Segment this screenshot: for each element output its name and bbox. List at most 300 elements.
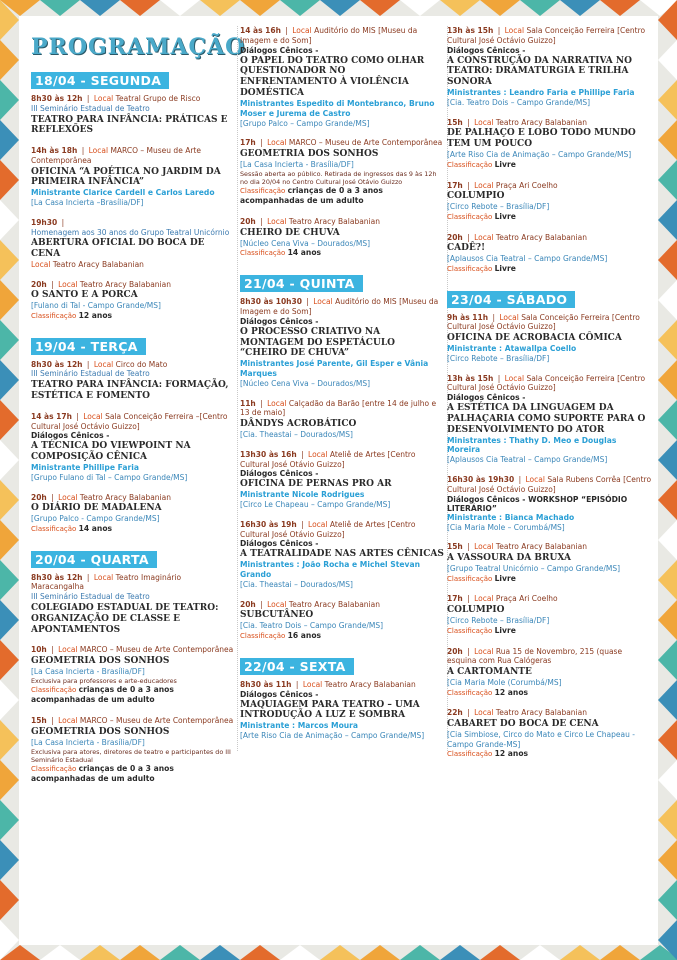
local-label: Local: [474, 117, 494, 127]
event-time: 14 às 17h: [31, 411, 72, 421]
event-classification: [31, 685, 236, 707]
separator: |: [516, 475, 524, 485]
event-item: [447, 708, 652, 760]
classification-label: Classificação: [447, 750, 493, 759]
event-time-location: [240, 680, 445, 690]
event-place: Ateliê de Artes [Centro Cultural José Otávio Guizzo]: [240, 449, 416, 469]
event-time-location: [240, 399, 445, 419]
event-item: [31, 360, 236, 402]
event-place: Rua 15 de Novembro, 215 (quase esquina com Rua Calógeras: [447, 646, 623, 666]
event-time-location: [447, 26, 652, 46]
local-label: Local: [474, 646, 494, 656]
event-place: Circo do Mato: [115, 359, 168, 369]
local-label: Local: [58, 279, 78, 289]
event-time: 13h30 às 16h: [240, 449, 297, 459]
event-item: [447, 594, 652, 636]
local-label: Local: [93, 572, 114, 582]
classification-label: Classificação: [447, 626, 493, 635]
event-item: [447, 374, 652, 465]
event-place: Praça Ari Coelho: [495, 180, 558, 190]
event-place: Teatro Aracy Balabanian: [495, 708, 587, 718]
day-header: 23/04 - SÁBADO: [447, 291, 575, 308]
event-title: OFICINA DE ACROBACIA CÔMICA: [447, 333, 622, 344]
event-time-location: [240, 217, 445, 227]
event-classification: [31, 764, 236, 786]
page-title: PROGRAMAÇÃO: [31, 34, 246, 60]
dialogos-label: Diálogos Cênicos -: [447, 45, 526, 55]
event-item: [240, 680, 445, 741]
event-group: [La Casa Incierta - Brasília/DF]: [31, 737, 145, 747]
classification-label: Classificação: [447, 688, 493, 697]
event-place: Teatro Aracy Balabanian: [495, 232, 587, 242]
event-group: [Arte Riso Cia de Animação – Campo Grande/MS]: [240, 731, 425, 741]
classification-label: Classificação: [31, 524, 77, 533]
event-group: [Aplausos Cia Teatral – Campo Grande/MS]: [447, 455, 608, 465]
event-group: [La Casa Incierta –Brasília/DF]: [31, 198, 144, 208]
separator: |: [495, 26, 503, 35]
separator: |: [257, 398, 266, 408]
event-time: 20h: [31, 492, 47, 502]
event-item: [447, 647, 652, 699]
event-title: CADÊ?!: [447, 243, 486, 254]
event-time-location: [447, 647, 652, 667]
event-place: Teatro Aracy Balabanian: [288, 599, 380, 609]
event-subtitle: III Seminário Estadual de Teatro: [31, 103, 150, 113]
event-classification: [447, 264, 652, 275]
separator: |: [464, 117, 473, 127]
event-ministrante: Ministrantes : João Rocha e Michel Stevan Grando: [240, 560, 420, 580]
event-group: [Arte Riso Cia de Animação – Campo Grande/MS]: [447, 149, 632, 159]
event-time-location: [31, 716, 236, 726]
local-label: Local: [474, 708, 494, 718]
separator: |: [303, 297, 312, 307]
event-group: [La Casa Incierta - Brasília/DF]: [31, 666, 145, 676]
local-label: Local: [93, 359, 114, 369]
event-title: TEATRO PARA INFÂNCIA: FORMAÇÃO, ESTÉTICA E FOMENTO: [31, 380, 229, 402]
event-item: [31, 412, 236, 483]
event-classification: [447, 749, 652, 760]
dialogos-label: Diálogos Cênicos -: [240, 539, 319, 549]
event-item: [447, 475, 652, 532]
event-group: [Cia Maria Mole (Corumbá/MS]: [447, 677, 562, 687]
event-place: Sala Conceição Ferreira [Centro Cultural José Octávio Guizzo]: [447, 373, 646, 393]
local-label: Local: [313, 297, 333, 307]
event-ministrante: Ministrantes José Parente, Gil Esper e Vânia Marques: [240, 359, 429, 379]
event-title: A CARTOMANTE: [447, 667, 532, 678]
event-classification: [240, 631, 445, 642]
dialogos-label: Diálogos Cênicos -: [240, 469, 319, 479]
event-item: [31, 280, 236, 322]
event-title: COLUMPIO: [447, 605, 505, 616]
local-label: Local: [525, 475, 545, 485]
event-group: [La Casa Incierta - Brasília/DF]: [240, 159, 354, 169]
dialogos-label: Diálogos Cênicos -: [240, 689, 319, 699]
separator: |: [298, 519, 307, 529]
local-label: Local: [308, 519, 328, 529]
event-time-location: [447, 708, 652, 718]
event-time: 20h: [447, 232, 463, 242]
event-group: [Circo Rebote – Brasília/DF]: [447, 202, 550, 212]
event-time-location: [447, 118, 652, 128]
event-item: [447, 233, 652, 275]
event-time: 8h30 às 12h: [31, 359, 83, 369]
classification-value: Livre: [494, 573, 516, 583]
event-time: 20h: [447, 646, 463, 656]
event-subtitle: III Seminário Estadual de Teatro: [31, 592, 150, 602]
event-classification: [447, 688, 652, 699]
event-ministrante: Ministrante : Marcos Moura: [240, 721, 359, 731]
event-title: A VASSOURA DA BRUXA: [447, 553, 571, 564]
local-label: Local: [474, 232, 494, 242]
local-label: Local: [267, 599, 287, 609]
event-group: [Cia. Theastai – Dourados/MS]: [240, 579, 353, 589]
event-title: A ESTÉTICA DA LINGUAGEM DA PALHAÇARIA COMO SUPORTE PARA O DESENVOLVIMENTO DO ATOR: [447, 403, 646, 435]
separator: |: [282, 26, 291, 35]
event-item: [31, 716, 236, 785]
separator: |: [73, 411, 82, 421]
event-time-location: [240, 297, 445, 317]
event-time: 9h às 11h: [447, 312, 489, 322]
event-time-location: [240, 138, 445, 148]
event-classification: [31, 524, 236, 535]
separator: |: [48, 279, 57, 289]
local-label: Local: [267, 138, 287, 148]
column-3: [447, 26, 652, 770]
event-item: [240, 399, 445, 440]
event-time: 14 às 16h: [240, 26, 281, 35]
separator: |: [464, 232, 473, 242]
event-place: Teatro Aracy Balabanian: [52, 259, 144, 269]
event-classification: [31, 311, 236, 322]
event-group: [Cia Maria Mole – Corumbá/MS]: [447, 522, 565, 532]
event-time: 17h: [447, 180, 463, 190]
classification-value: crianças de 0 a 3 anos acompanhadas de um adulto: [31, 763, 174, 784]
event-place: Auditório do MIS [Museu da Imagem e do Som]: [240, 297, 439, 316]
classification-value: 14 anos: [287, 248, 322, 258]
event-title: TEATRO PARA INFÂNCIA: PRÁTICAS E REFLEXÕES: [31, 114, 228, 136]
classification-label: Classificação: [447, 212, 493, 221]
event-time-location: [240, 26, 445, 46]
separator: |: [464, 646, 473, 656]
event-classification: [447, 160, 652, 171]
event-time: 16h30 às 19h: [240, 519, 297, 529]
event-time: 8h30 às 12h: [31, 572, 83, 582]
event-time-location: [31, 645, 236, 655]
event-time: 22h: [447, 708, 463, 718]
event-place: Teatro Aracy Balabanian: [495, 117, 587, 127]
separator: |: [464, 542, 473, 552]
event-group: [Circo Rebote – Brasília/DF]: [447, 353, 550, 363]
event-item: [31, 493, 236, 535]
event-title: O PROCESSO CRIATIVO NA MONTAGEM DO ESPETÁCULO “CHEIRO DE CHUVA”: [240, 326, 395, 359]
local-label: Local: [308, 449, 328, 459]
event-subtitle: Homenagem aos 30 anos do Grupo Teatral Unicórnio: [31, 227, 230, 237]
event-time-location: [447, 475, 652, 495]
event-note: Exclusiva para professores e arte-educadores: [31, 676, 177, 685]
event-item: [31, 94, 236, 136]
local-label: Local: [474, 542, 494, 552]
event-place: MARCO – Museu de Arte Contemporânea: [79, 716, 234, 726]
event-group: [Cia. Theastai – Dourados/MS]: [240, 430, 353, 440]
classification-value: Livre: [494, 211, 516, 221]
event-time: 8h30 às 10h30: [240, 297, 302, 307]
event-ministrante: Ministrantes : Thathy D. Meo e Douglas Moreira: [447, 435, 617, 455]
day-header: 19/04 - TERÇA: [31, 338, 146, 355]
event-title: O DIÁRIO DE MADALENA: [31, 503, 162, 514]
event-note: Sessão aberta ao público. Retirada de ingressos das 9 às 12h no dia 20/04 no Centro Cultural José Otávio Guizzo: [240, 169, 437, 186]
classification-value: 12 anos: [494, 749, 529, 759]
dialogos-label: Diálogos Cênicos -: [447, 393, 526, 403]
event-title: CABARET DO BOCA DE CENA: [447, 719, 599, 730]
classification-label: Classificação: [31, 685, 77, 694]
event-item: [447, 26, 652, 108]
event-place: Teatro Aracy Balabanian: [79, 279, 171, 289]
classification-label: Classificação: [447, 574, 493, 583]
local-label: Local: [474, 594, 494, 604]
event-time: 8h30 às 11h: [240, 679, 292, 689]
local-label: Local: [292, 26, 312, 35]
classification-value: Livre: [494, 625, 516, 635]
event-time: 13h às 15h: [447, 26, 494, 35]
event-time: 8h30 às 12h: [31, 94, 83, 103]
classification-value: Livre: [494, 263, 516, 273]
event-subtitle: III Seminário Estadual de Teatro: [31, 369, 150, 379]
local-label: Local: [504, 26, 525, 35]
event-title: O PAPEL DO TEATRO COMO OLHAR QUESTIONADOR NO ENFRENTAMENTO À VIOLÊNCIA DOMÉSTICA: [240, 55, 425, 98]
event-item: [447, 118, 652, 171]
event-ministrante: Ministrante : Bianca Machado: [447, 512, 575, 522]
event-time-location: [31, 493, 236, 503]
event-place: MARCO – Museu de Arte Contemporânea: [79, 645, 234, 655]
event-group: [Circo Rebote – Brasília/DF]: [447, 616, 550, 626]
event-time: 15h: [447, 117, 463, 127]
event-classification: [447, 212, 652, 223]
event-ministrante: Ministrante : Atawallpa Coello: [447, 343, 577, 353]
event-place: Sala Conceição Ferreira [Centro Cultural José Octávio Guizzo]: [447, 26, 646, 45]
dialogos-label: Diálogos Cênicos -: [240, 45, 319, 55]
event-time-location: [31, 280, 236, 290]
day-header: 21/04 - QUINTA: [240, 275, 363, 292]
event-group: [Grupo Teatral Unicórnio – Campo Grande/MS]: [447, 563, 621, 573]
event-title: CHEIRO DE CHUVA: [240, 227, 340, 238]
event-group: [Núcleo Cena Viva – Dourados/MS]: [240, 378, 371, 388]
separator: |: [293, 679, 301, 689]
dialogos-label: Diálogos Cênicos -: [31, 431, 110, 441]
column-1: [31, 26, 246, 795]
event-item: [240, 520, 445, 590]
classification-label: Classificação: [447, 264, 493, 273]
event-place: Teatro Imaginário Maracangalha: [31, 572, 182, 592]
event-time: 20h: [240, 217, 256, 227]
local-label: Local: [58, 492, 78, 502]
event-time: 17h: [240, 138, 256, 148]
event-title: ABERTURA OFICIAL DO BOCA DE CENA: [31, 238, 205, 260]
event-classification: [447, 574, 652, 585]
separator: |: [84, 572, 92, 582]
event-item: [447, 181, 652, 223]
event-time: 15h: [447, 542, 463, 552]
classification-label: Classificação: [240, 631, 286, 640]
dialogos-label: Diálogos Cênicos -: [240, 316, 319, 326]
event-time: 11h: [240, 398, 256, 408]
local-label: Local: [58, 716, 78, 726]
classification-label: Classificação: [240, 186, 286, 195]
event-time-location: [240, 520, 445, 540]
separator: |: [257, 138, 266, 148]
event-time: 13h às 15h: [447, 373, 494, 383]
classification-value: 14 anos: [78, 523, 113, 533]
local-label: Local: [267, 398, 287, 408]
separator: |: [79, 146, 87, 156]
separator: |: [48, 492, 57, 502]
day-header: 18/04 - SEGUNDA: [31, 72, 169, 89]
event-time-location: [240, 450, 445, 470]
event-title: MAQUIAGEM PARA TEATRO – UMA INTRODUÇÃO A LUZ E SOMBRA: [240, 699, 420, 721]
event-time: 15h: [31, 716, 47, 726]
event-place: Teatro Aracy Balabanian: [79, 492, 171, 502]
event-group: [Aplausos Cia Teatral – Campo Grande/MS]: [447, 254, 608, 264]
local-label: Local: [504, 373, 525, 383]
local-label: Local: [474, 180, 494, 190]
day-header: 22/04 - SEXTA: [240, 658, 354, 675]
event-time-location: [447, 313, 652, 333]
event-place: Auditório do MIS [Museu da Imagem e do Som]: [240, 26, 418, 45]
event-classification: [447, 626, 652, 637]
event-item: [240, 450, 445, 510]
event-title: SUBCUTÂNEO: [240, 610, 314, 621]
event-item: [31, 573, 236, 636]
separator: |: [257, 599, 266, 609]
event-time-location: [31, 360, 236, 370]
event-title: DÂNDYS ACROBÁTICO: [240, 419, 357, 430]
event-group: [Cia. Teatro Dois – Campo Grande/MS]: [240, 621, 384, 631]
event-item: [31, 218, 236, 270]
event-note: Exclusiva para atores, diretores de teatro e participantes do III Seminário Estadual: [31, 747, 231, 764]
event-time-location: [31, 573, 236, 593]
event-title: A TÉCNICA DO VIEWPOINT NA COMPOSIÇÃO CÊNICA: [31, 441, 191, 463]
classification-value: Livre: [494, 159, 516, 169]
local-label: Local: [267, 217, 287, 227]
event-place: Calçadão da Barão [entre 14 de julho e 13 de maio]: [240, 398, 437, 418]
event-time-location: [447, 374, 652, 394]
event-time: 10h: [31, 645, 47, 655]
event-place: Ateliê de Artes [Centro Cultural José Otávio Guizzo]: [240, 519, 416, 539]
event-time: 17h: [447, 594, 463, 604]
event-location: [31, 260, 236, 270]
event-place: MARCO – Museu de Arte Contemporânea: [288, 138, 443, 148]
separator: |: [464, 180, 473, 190]
event-title: A CONSTRUÇÃO DA NARRATIVA NO TEATRO: DRAMATURGIA E TRILHA SONORA: [447, 55, 632, 88]
event-time-location: [31, 412, 236, 432]
event-time: 14h às 18h: [31, 146, 78, 156]
event-place: Praça Ari Coelho: [495, 594, 558, 604]
local-label: Local: [83, 411, 103, 421]
event-group: [Grupo Palco – Campo Grande/MS]: [240, 118, 370, 128]
separator: |: [59, 217, 65, 227]
event-title: A TEATRALIDADE NAS ARTES CÊNICAS: [240, 549, 444, 560]
event-title: O SANTO E A PORCA: [31, 290, 138, 301]
event-title: DE PALHAÇO E LOBO TODO MUNDO TEM UM POUCO: [447, 128, 636, 150]
classification-value: 12 anos: [494, 687, 529, 697]
event-item: [447, 542, 652, 584]
program-panel: [19, 16, 658, 945]
event-time-location: [31, 218, 236, 228]
classification-label: Classificação: [31, 764, 77, 773]
separator: |: [48, 716, 57, 726]
event-item: [31, 146, 236, 208]
event-ministrante: Ministrante Clarice Cardell e Carlos Laredo: [31, 188, 215, 198]
event-place: Teatro Aracy Balabanian: [495, 542, 587, 552]
local-label: Local: [93, 94, 114, 103]
event-time-location: [240, 600, 445, 610]
dialogos-label: Diálogos Cênicos - WORKSHOP “EPISÓDIO LITERÁRIO”: [447, 494, 628, 513]
event-ministrante: Ministrante Nicole Rodrigues: [240, 490, 365, 500]
separator: |: [48, 645, 57, 655]
event-item: [447, 313, 652, 364]
classification-label: Classificação: [31, 311, 77, 320]
event-group: [Grupo Palco - Campo Grande/MS]: [31, 514, 160, 524]
local-label: Local: [31, 259, 51, 269]
event-time-location: [31, 94, 236, 104]
event-ministrante: Ministrantes Espedito di Montebranco, Bruno Moser e Jurema de Castro: [240, 98, 435, 118]
column-2: [237, 26, 448, 751]
event-title: GEOMETRIA DOS SONHOS: [240, 149, 379, 160]
classification-value: crianças de 0 a 3 anos acompanhadas de um adulto: [240, 185, 383, 206]
event-time-location: [31, 146, 236, 166]
separator: |: [464, 594, 473, 604]
classification-value: crianças de 0 a 3 anos acompanhadas de um adulto: [31, 684, 174, 705]
separator: |: [257, 217, 266, 227]
event-classification: [240, 186, 445, 208]
event-place: Sala Rubens Corrêa [Centro Cultural José Octávio Guizzo]: [447, 475, 652, 494]
local-label: Local: [499, 312, 519, 322]
classification-value: 16 anos: [287, 630, 322, 640]
event-time-location: [447, 181, 652, 191]
event-group: [Fulano di Tal - Campo Grande/MS]: [31, 301, 161, 311]
event-place: Sala Conceição Ferreira [Centro Cultural José Octávio Guizzo]: [447, 312, 640, 332]
local-label: Local: [302, 679, 323, 689]
event-group: [Grupo Fulano di Tal – Campo Grande/MS]: [31, 472, 188, 482]
event-title: COLUMPIO: [447, 191, 505, 202]
event-group: [Núcleo Cena Viva – Dourados/MS]: [240, 238, 371, 248]
event-place: Teatral Grupo de Risco: [115, 94, 201, 103]
event-group: [Cia Simbiose, Circo do Mato e Circo Le Chapeau - Campo Grande-MS]: [447, 729, 635, 749]
event-title: GEOMETRIA DOS SONHOS: [31, 656, 170, 667]
event-ministrante: Ministrantes : Leandro Faria e Phillipe Faria: [447, 88, 635, 97]
event-place: MARCO – Museu de Arte Contemporânea: [31, 146, 201, 165]
event-item: [240, 217, 445, 259]
separator: |: [84, 94, 92, 103]
event-time-location: [447, 233, 652, 243]
classification-label: Classificação: [447, 160, 493, 169]
event-place: Teatro Aracy Balabanian: [324, 679, 416, 689]
day-header: 20/04 - QUARTA: [31, 551, 157, 568]
event-time: 20h: [240, 599, 256, 609]
event-item: [31, 645, 236, 706]
event-title: OFICINA “A POÉTICA NO JARDIM DA PRIMEIRA INFÂNCIA”: [31, 166, 221, 188]
event-title: OFICINA DE PERNAS PRO AR: [240, 479, 392, 490]
event-time: 19h30: [31, 217, 58, 227]
event-time-location: [447, 594, 652, 604]
local-label: Local: [88, 146, 109, 156]
event-item: [240, 26, 445, 128]
event-place: Sala Conceição Ferreira –[Centro Cultural José Octávio Guizzo]: [31, 411, 228, 431]
classification-label: Classificação: [240, 249, 286, 258]
separator: |: [84, 359, 92, 369]
event-time: 16h30 às 19h30: [447, 475, 515, 485]
event-place: Teatro Aracy Balabanian: [288, 217, 380, 227]
event-item: [240, 138, 445, 207]
